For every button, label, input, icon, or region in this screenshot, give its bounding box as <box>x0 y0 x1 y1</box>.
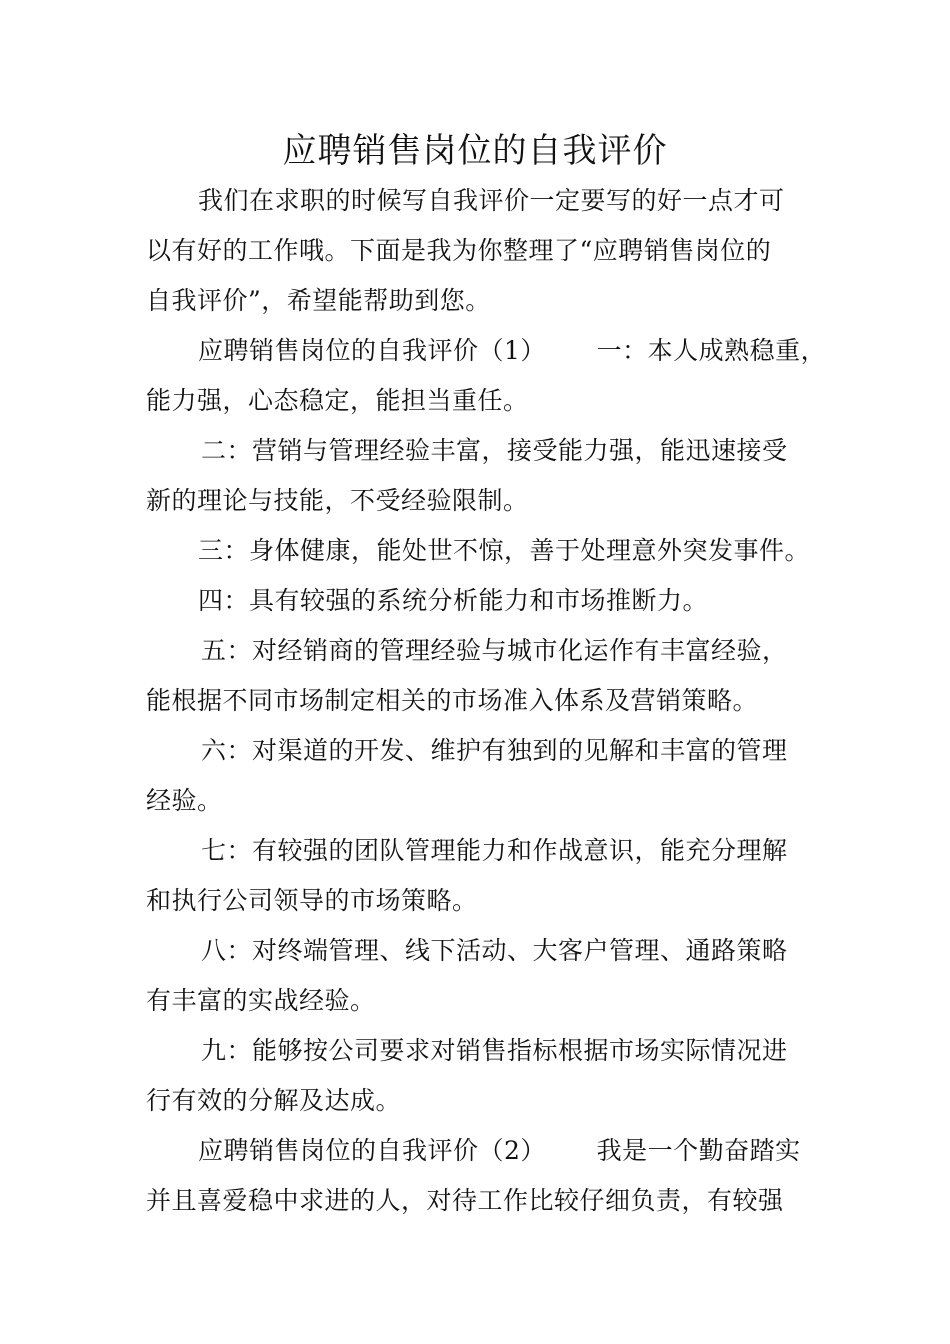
paragraph-line: 自我评价”，希望能帮助到您。 <box>146 286 491 315</box>
document-title: 应聘销售岗位的自我评价 <box>282 131 668 171</box>
paragraph-line: 以有好的工作哦。下面是我为你整理了“应聘销售岗位的 <box>146 236 772 265</box>
paragraph-line: 应聘销售岗位的自我评价（2） 我是一个勤奋踏实 <box>198 1136 801 1165</box>
paragraph-line: 五：对经销商的管理经验与城市化运作有丰富经验， <box>201 636 788 665</box>
paragraph-line: 并且喜爱稳中求进的人，对待工作比较仔细负责，有较强 <box>146 1186 784 1215</box>
paragraph-line: 六：对渠道的开发、维护有独到的见解和丰富的管理 <box>201 736 788 765</box>
paragraph-line: 能根据不同市场制定相关的市场准入体系及营销策略。 <box>146 686 759 715</box>
paragraph-line: 三：身体健康，能处世不惊，善于处理意外突发事件。 <box>198 536 811 565</box>
paragraph-line: 九：能够按公司要求对销售指标根据市场实际情况进 <box>201 1036 788 1065</box>
paragraph-line: 经验。 <box>146 786 223 815</box>
paragraph-line: 新的理论与技能，不受经验限制。 <box>146 486 529 515</box>
paragraph-line: 和执行公司领导的市场策略。 <box>146 886 478 915</box>
paragraph-line: 应聘销售岗位的自我评价（1） 一：本人成熟稳重， <box>198 336 827 365</box>
paragraph-line: 能力强，心态稳定，能担当重任。 <box>146 386 529 415</box>
paragraph-line: 七：有较强的团队管理能力和作战意识，能充分理解 <box>201 836 788 865</box>
paragraph-line: 八：对终端管理、线下活动、大客户管理、通路策略 <box>201 936 788 965</box>
paragraph-line: 行有效的分解及达成。 <box>146 1086 402 1115</box>
paragraph-line: 四：具有较强的系统分析能力和市场推断力。 <box>198 586 709 615</box>
document-body <box>146 176 826 1226</box>
paragraph-line: 二：营销与管理经验丰富，接受能力强，能迅速接受 <box>201 436 788 465</box>
paragraph-line: 我们在求职的时候写自我评价一定要写的好一点才可 <box>198 186 785 215</box>
paragraph-line: 有丰富的实战经验。 <box>146 986 376 1015</box>
